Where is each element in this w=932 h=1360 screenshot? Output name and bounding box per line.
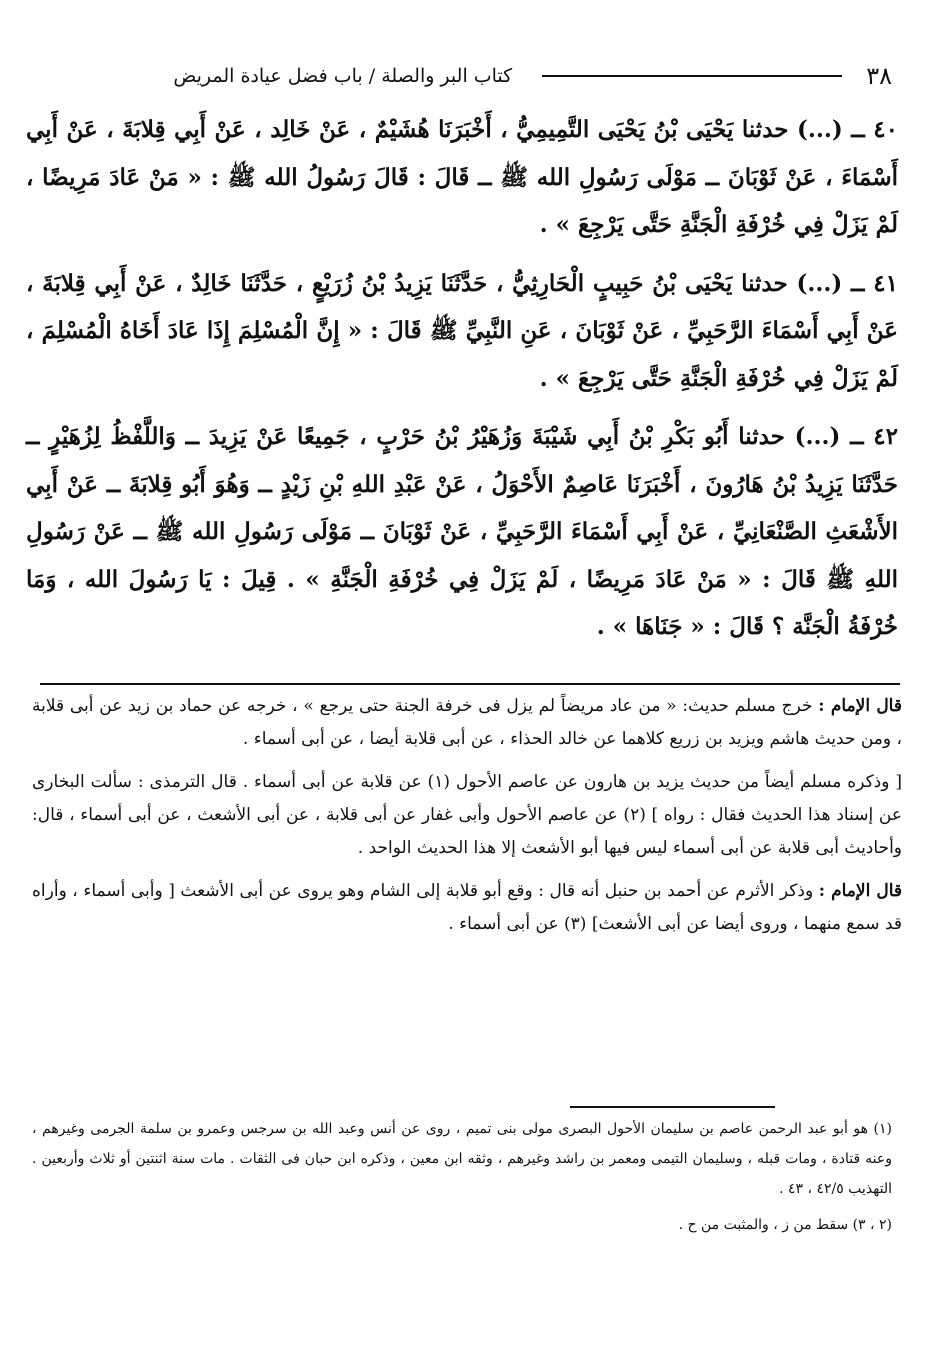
commentary-paragraph	[32, 766, 902, 865]
hadith-41: ٤١ ــ (...) حدثنا يَحْيَى بْنُ حَبِيبٍ الْحَارِثِيُّ ، حَدَّثَنَا يَزِيدُ بْنُ زُرَيْعٍ ، حَدَّثَنَا خَالِدٌ ، عَنْ أَبِي قِلابَةَ ، عَنْ أَبِي أَسْمَاءَ الرَّحَبِيِّ ، عَنْ ثَوْبَانَ ، عَنِ النَّبِيِّ ﷺ قَالَ : « إِنَّ الْمُسْلِمَ إِذَا عَادَ أَخَاهُ الْمُسْلِمَ ، لَمْ يَزَلْ فِي خُرْفَةِ الْجَنَّةِ حَتَّى يَرْجِعَ » .	[26, 269, 898, 392]
commentary-section	[32, 690, 902, 951]
commentary-speaker: قال الإمام :	[818, 696, 902, 716]
commentary-text: وذكر الأثرم عن أحمد بن حنبل أنه قال : وقع أبو قلابة إلى الشام وهو يروى عن أبى الأشعث [ وأبى أسماء ، وأراه قد سمع منهما ، وروى أيضا عن أبى الأشعث] (٣) عن أبى أسماء .	[32, 881, 902, 934]
hadith-40: ٤٠ ــ (...) حدثنا يَحْيَى بْنُ يَحْيَى التَّمِيمِيُّ ، أَخْبَرَنَا هُشَيْمٌ ، عَنْ خَالِد ، عَنْ أَبِي قِلابَةَ ، عَنْ أَبِي أَسْمَاءَ ، عَنْ ثَوْبَانَ ــ مَوْلَى رَسُولِ الله ﷺ ــ قَالَ : قَالَ رَسُولُ الله ﷺ : « مَنْ عَادَ مَرِيضًا ، لَمْ يَزَلْ فِي خُرْفَةِ الْجَنَّةِ حَتَّى يَرْجِعَ » .	[26, 116, 898, 238]
footnotes-section	[32, 1114, 892, 1246]
commentary-paragraph	[32, 690, 902, 756]
commentary-paragraph	[32, 875, 902, 941]
footnote-divider	[570, 1106, 775, 1108]
footnote-2-3: (٢ ، ٣) سقط من ز ، والمثبت من ح .	[678, 1217, 892, 1233]
page-header	[30, 58, 892, 94]
commentary-text: [ وذكره مسلم أيضاً من حديث يزيد بن هارون عن عاصم الأحول (١) عن قلابة عن أبى أسماء . قال الترمذى : سألت البخارى عن إسناد هذا الحديث فقال : رواه ] (٢) عن عاصم الأحول وأبى غفار عن أبى قلابة ، عن أبى الأشعث ، عن أبى أسماء ، قال: وأحاديث أبى قلابة عن أبى أسماء ليس فيها أبو الأشعث إلا هذا الحديث الواحد .	[32, 772, 902, 858]
header-rule	[542, 75, 842, 77]
hadith-section	[26, 106, 898, 662]
footnote-1: (١) هو أبو عبد الرحمن عاصم بن سليمان الأحول البصرى مولى بنى تميم ، روى عن أنس وعبد الله بن سرجس وعمرو بن سلمة الجرمى وغيرهم ، وعنه قتادة ، ومات قبله ، وسليمان التيمى ومعمر بن راشد وغيرهم ، وثقه ابن معين ، وذكره ابن حبان فى الثقات . مات سنة اثنتين أو ثلاث وأربعين . التهذيب ٤٢/٥ ، ٤٣ .	[32, 1121, 892, 1197]
commentary-text: خرج مسلم حديث: « من عاد مريضاً لم يزل فى خرفة الجنة حتى يرجع » ، خرجه عن حماد بن زيد عن أبى قلابة ، ومن حديث هاشم ويزيد بن زريع كلاهما عن خالد الحذاء ، عن أبى قلابة أيضا ، عن أبى أسماء .	[32, 696, 902, 749]
hadith-42: ٤٢ ــ (...) حدثنا أَبُو بَكْرِ بْنُ أَبِي شَيْبَةَ وَزُهَيْرُ بْنُ حَرْبٍ ، جَمِيعًا عَنْ يَزِيدَ ــ وَاللَّفْظُ لِزُهَيْرٍ ــ حَدَّثَنَا يَزِيدُ بْنُ هَارُونَ ، أَخْبَرَنَا عَاصِمٌ الأَحْوَلُ ، عَنْ عَبْدِ اللهِ بْنِ زَيْدٍ ــ وَهُوَ أَبُو قِلابَةَ ــ عَنْ أَبِي الأَشْعَثِ الصَّنْعَانِيِّ ، عَنْ أَبِي أَسْمَاءَ الرَّحَبِيِّ ، عَنْ ثَوْبَانَ ــ مَوْلَى رَسُولِ الله ﷺ ــ عَنْ رَسُولِ اللهِ ﷺ قَالَ : « مَنْ عَادَ مَرِيضًا ، لَمْ يَزَلْ فِي خُرْفَةِ الْجَنَّةِ » . قِيلَ : يَا رَسُولَ الله ، وَمَا خُرْفَةُ الْجَنَّة ؟ قَالَ : « جَنَاهَا » .	[26, 423, 898, 640]
section-divider	[40, 683, 900, 685]
page-number: ٣٨	[866, 62, 892, 90]
commentary-speaker: قال الإمام :	[818, 881, 903, 901]
running-title: كتاب البر والصلة / باب فضل عيادة المريض	[173, 65, 513, 87]
